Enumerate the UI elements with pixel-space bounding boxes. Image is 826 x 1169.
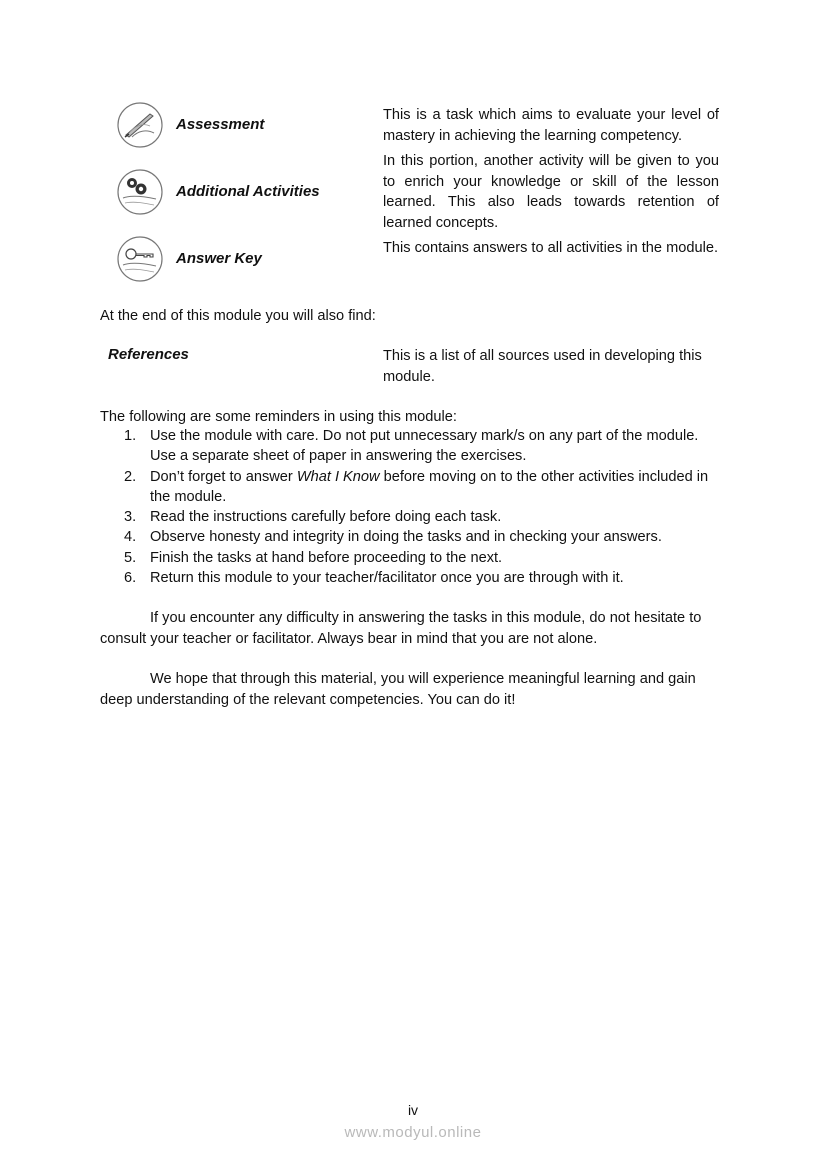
references-label: References: [108, 346, 189, 363]
reminders-list: [100, 426, 728, 588]
hope-paragraph: We hope that through this material, you will experience meaningful learning and gain deep understanding of the relevant competencies. You can do it!: [100, 671, 696, 708]
reminder-item: 1. Use the module with care. Do not put unnecessary mark/s on any part of the module. Use a separate sheet of paper in answering the exercises.: [124, 428, 699, 465]
difficulty-paragraph: If you encounter any difficulty in answering the tasks in this module, do not hesitate to consult your teacher or facilitator. Always bear in mind that you are not alone.: [100, 610, 702, 647]
additional-activities-description: In this portion, another activity will be given to you to enrich your knowledge or skill of the lesson learned. This also leads towards retention of learned concepts.: [383, 153, 719, 231]
references-description: This is a list of all sources used in developing this module.: [383, 348, 702, 385]
reminder-item: 6. Return this module to your teacher/facilitator once you are through with it.: [124, 570, 624, 587]
reminder-item: 3. Read the instructions carefully before doing each task.: [124, 509, 502, 526]
additional-activities-gears-icon: [116, 168, 164, 216]
what-i-know-emphasis: What I Know: [296, 468, 380, 485]
answer-key-label: Answer Key: [176, 250, 262, 267]
end-of-module-intro: At the end of this module you will also find:: [100, 308, 376, 324]
reminder-item: 5. Finish the tasks at hand before proceeding to the next.: [124, 549, 503, 566]
reminder-item: 4. Observe honesty and integrity in doing the tasks and in checking your answers.: [124, 529, 662, 546]
page-number: iv: [407, 1102, 419, 1118]
assessment-description: This is a task which aims to evaluate your level of mastery in achieving the learning competency.: [383, 107, 719, 144]
reminders-intro: The following are some reminders in using this module:: [100, 409, 457, 425]
assessment-hand-pen-icon: [116, 101, 164, 149]
additional-activities-label: Additional Activities: [176, 183, 320, 200]
reminder-item: 2. Don’t forget to answer What I Know before moving on to the other activities included in the module.: [124, 468, 709, 505]
answer-key-icon: [116, 235, 164, 283]
watermark: www.modyul.online: [344, 1124, 482, 1141]
assessment-label: Assessment: [176, 116, 265, 133]
answer-key-description: This contains answers to all activities in the module.: [383, 240, 719, 256]
